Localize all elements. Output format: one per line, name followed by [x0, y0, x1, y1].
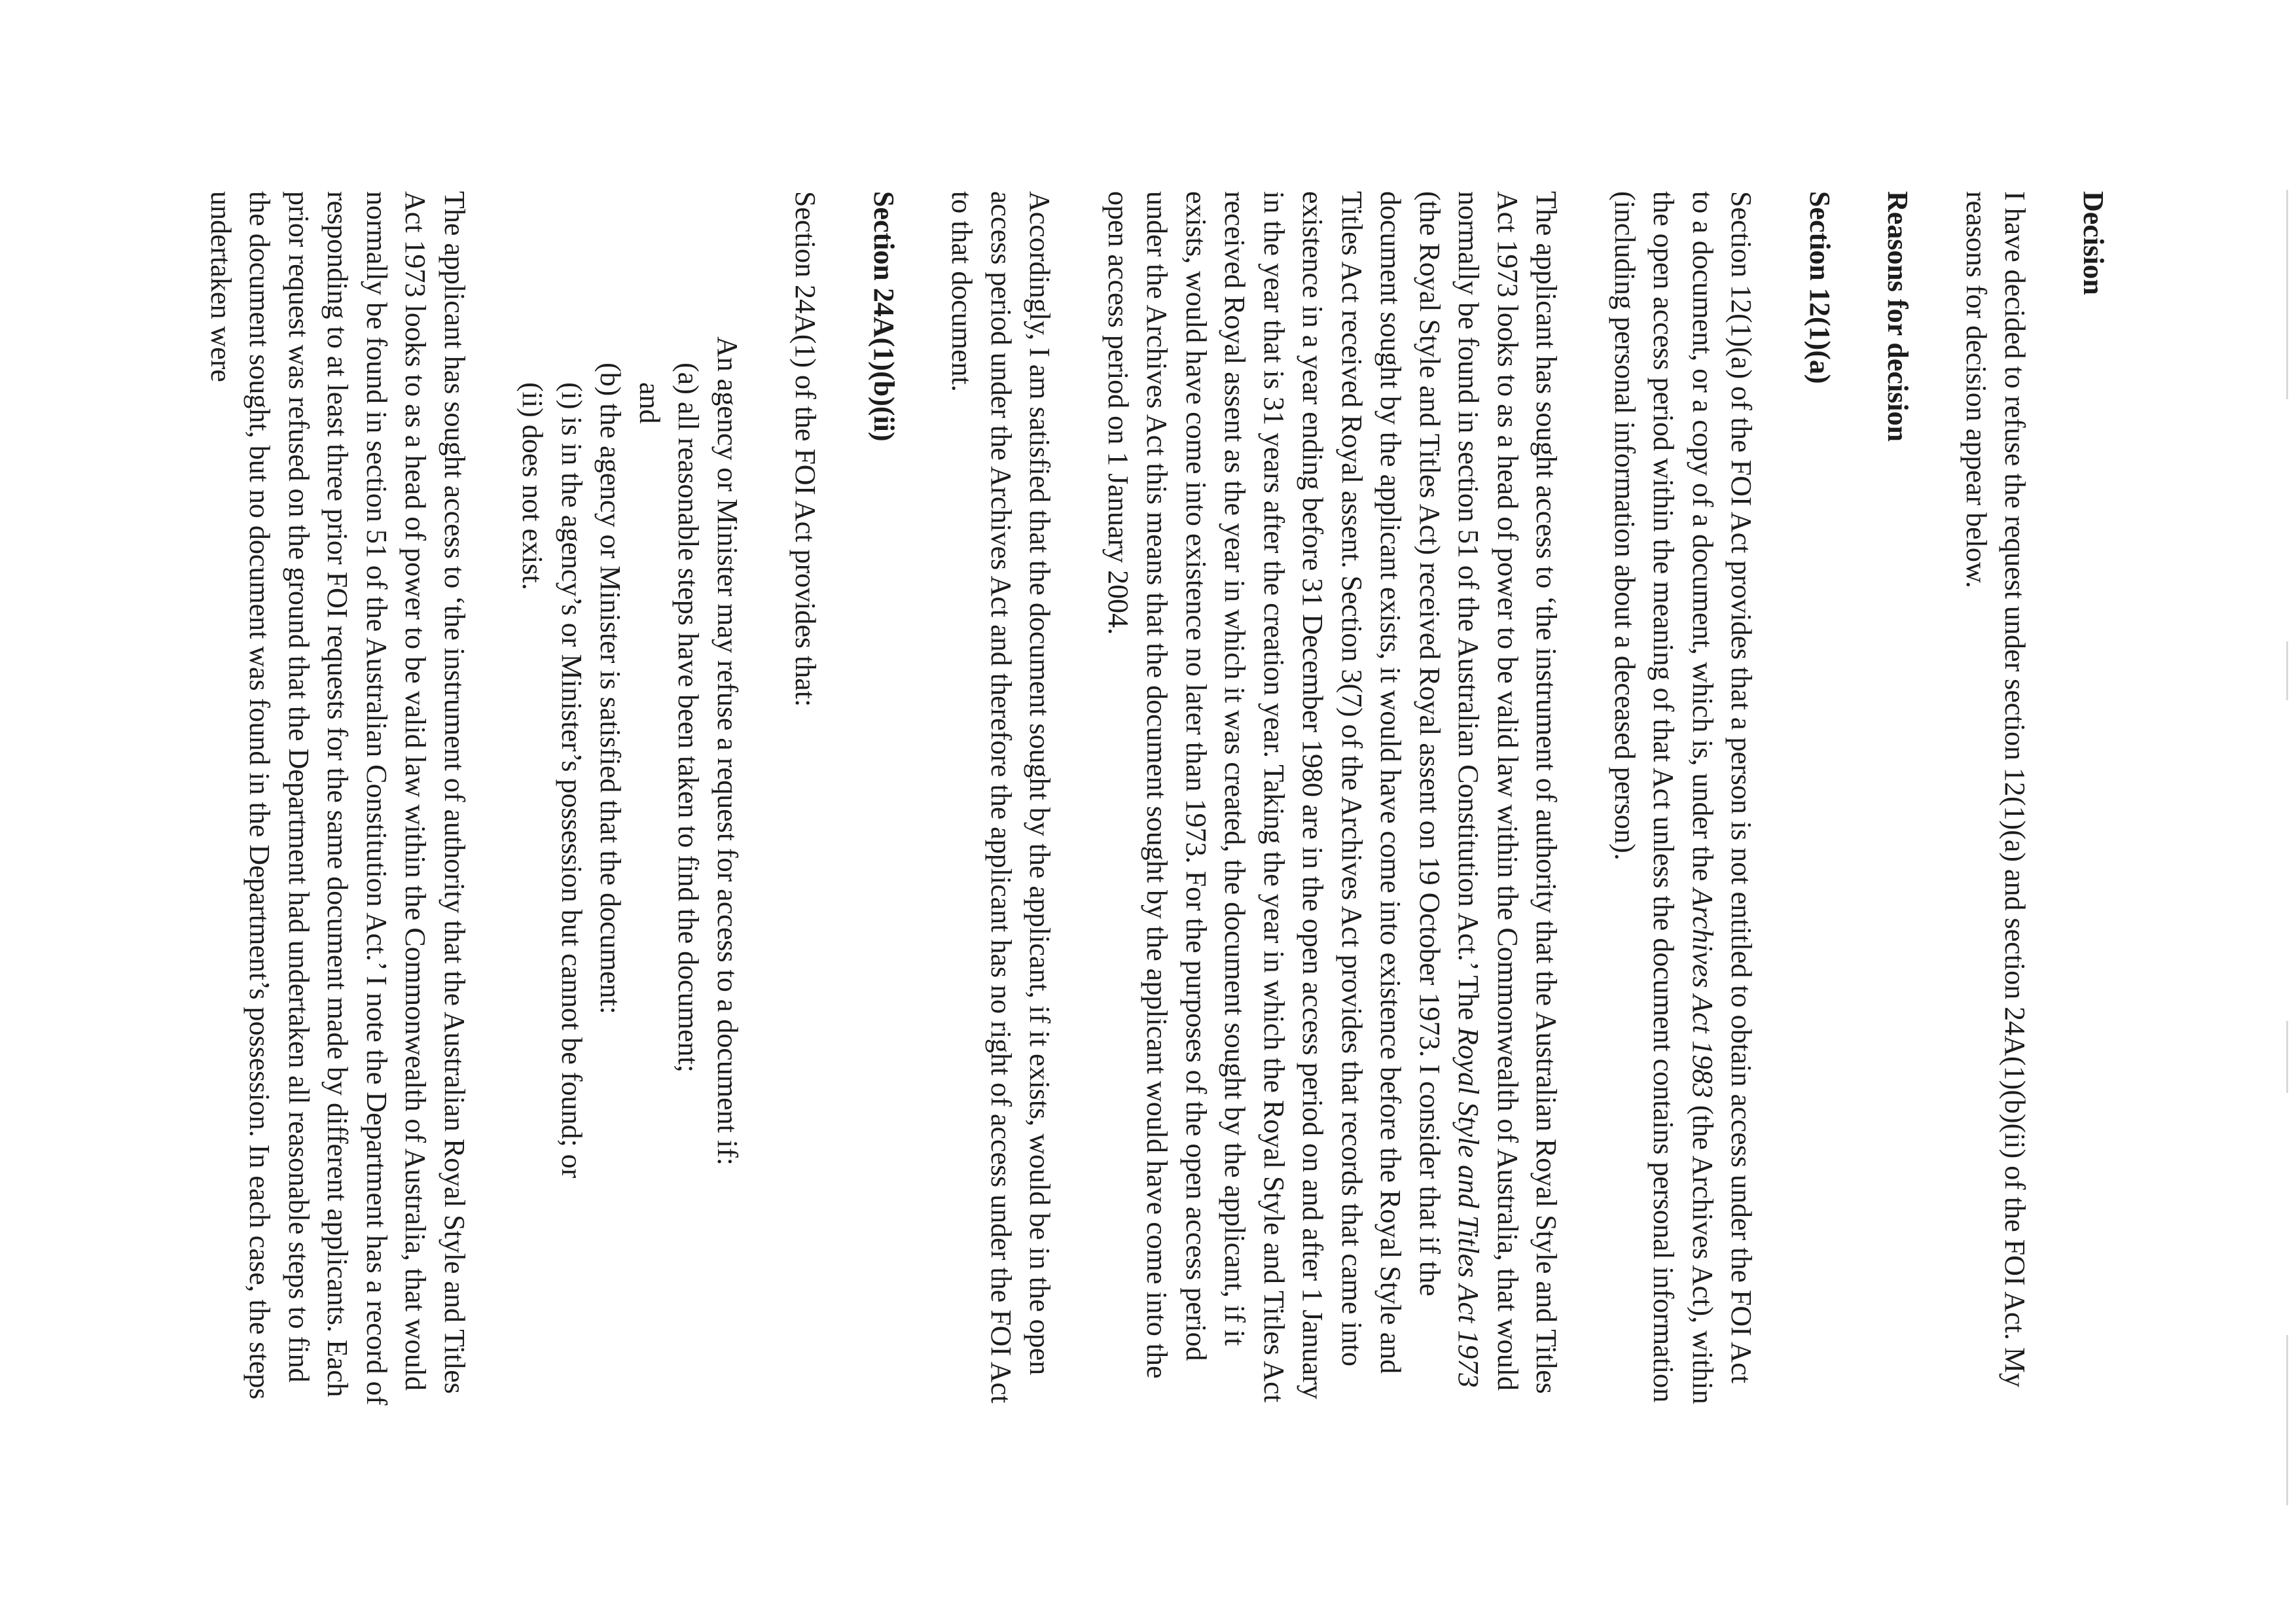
section-24-paragraph-1: The applicant has sought access to ‘the instrument of authority that the Australian Royal Style and Titles Act 1973 looks to as a head of power to be valid law within the Commonwealth of Australia, that would normally be found in section 51 of the Australian Constitution Act.’ I note the Department has a record of responding to at least three prior FOI requests for the same document made by different applicants. Each prior request was refused on the ground that the Department had undertaken all reasonable steps to find the document sought, but no document was found in the Department’s possession. In each case, the steps undertaken were	[205, 191, 471, 1406]
scan-artifact	[2286, 1335, 2288, 1505]
quote-item-b: (b) the agency or Minister is satisfied that the document:	[594, 363, 627, 1014]
archives-act-title: Archives Act 1983	[1687, 888, 1719, 1098]
quote-item-i: (i) is in the agency’s or Minister’s possession but cannot be found; or	[556, 382, 588, 1179]
section-12-heading: Section 12(1)(a)	[1804, 191, 1836, 384]
section-12-paragraph-2: The applicant has sought access to ‘the instrument of authority that the Australian Royal Style and Titles Act 1973 looks to as a head of power to be valid law within the Commonwealth of Australia, that would normally be found in section 51 of the Australian Constitution Act.’ The Royal Style and Titles Act 1973 (the Royal Style and Titles Act) received Royal assent on 19 October 1973. I consider that if the document sought by the applicant exists, it would have come into existence before the Royal Style and Titles Act received Royal assent. Section 3(7) of the Archives Act provides that records that came into existence in a year ending before 31 December 1980 are in the open access period on and after 1 January in the year that is 31 years after the creation year. Taking the year in which the Royal Style and Titles Act received Royal assent as the year in which it was created, the document sought by the applicant, if it exists, would have come into existence no later than 1973. For the purposes of the open access period under the Archives Act this means that the document sought by the applicant would have come into the open access period on 1 January 2004.	[1102, 191, 1563, 1402]
section-12-paragraph-3: Accordingly, I am satisfied that the document sought by the applicant, if it exists, would be in the open access period under the Archives Act and therefore the applicant has no right of access under the FOI Act to that document.	[946, 191, 1056, 1404]
document-body	[162, 191, 2113, 1408]
quote-item-ii: (ii) does not exist.	[516, 382, 549, 590]
scan-artifact	[2286, 641, 2288, 700]
royal-style-act-title: Royal Style and Titles Act 1973	[1452, 1027, 1485, 1388]
legislation-quote	[513, 191, 747, 1408]
quote-lead: An agency or Minister may refuse a request for access to a document if:	[711, 336, 744, 1166]
decision-text: I have decided to refuse the request under section 12(1)(a) and section 24A(1)(b)(ii) of the FOI Act. My reasons for decision appear below.	[1960, 191, 2032, 1387]
section-24-heading: Section 24A(1)(b)(ii)	[868, 191, 900, 442]
section-12-paragraph-1: Section 12(1)(a) of the FOI Act provides that a person is not entitled to obtain access under the FOI Act to a document, or a copy of a document, which is, under the Archives Act 1983 (the Archives Act), within the open access period within the meaning of that Act unless the document contains personal information (including personal information about a deceased person).	[1609, 191, 1758, 1404]
quote-item-a: (a) all reasonable steps have been taken to find the document;	[672, 363, 705, 1073]
decision-heading: Decision	[2077, 191, 2109, 295]
section-24-intro: Section 24A(1) of the FOI Act provides that:	[789, 191, 822, 707]
reasons-heading: Reasons for decision	[1882, 191, 1914, 442]
scan-artifact	[2286, 1021, 2288, 1093]
quote-and: and	[634, 382, 666, 424]
scan-artifact	[2286, 190, 2288, 399]
